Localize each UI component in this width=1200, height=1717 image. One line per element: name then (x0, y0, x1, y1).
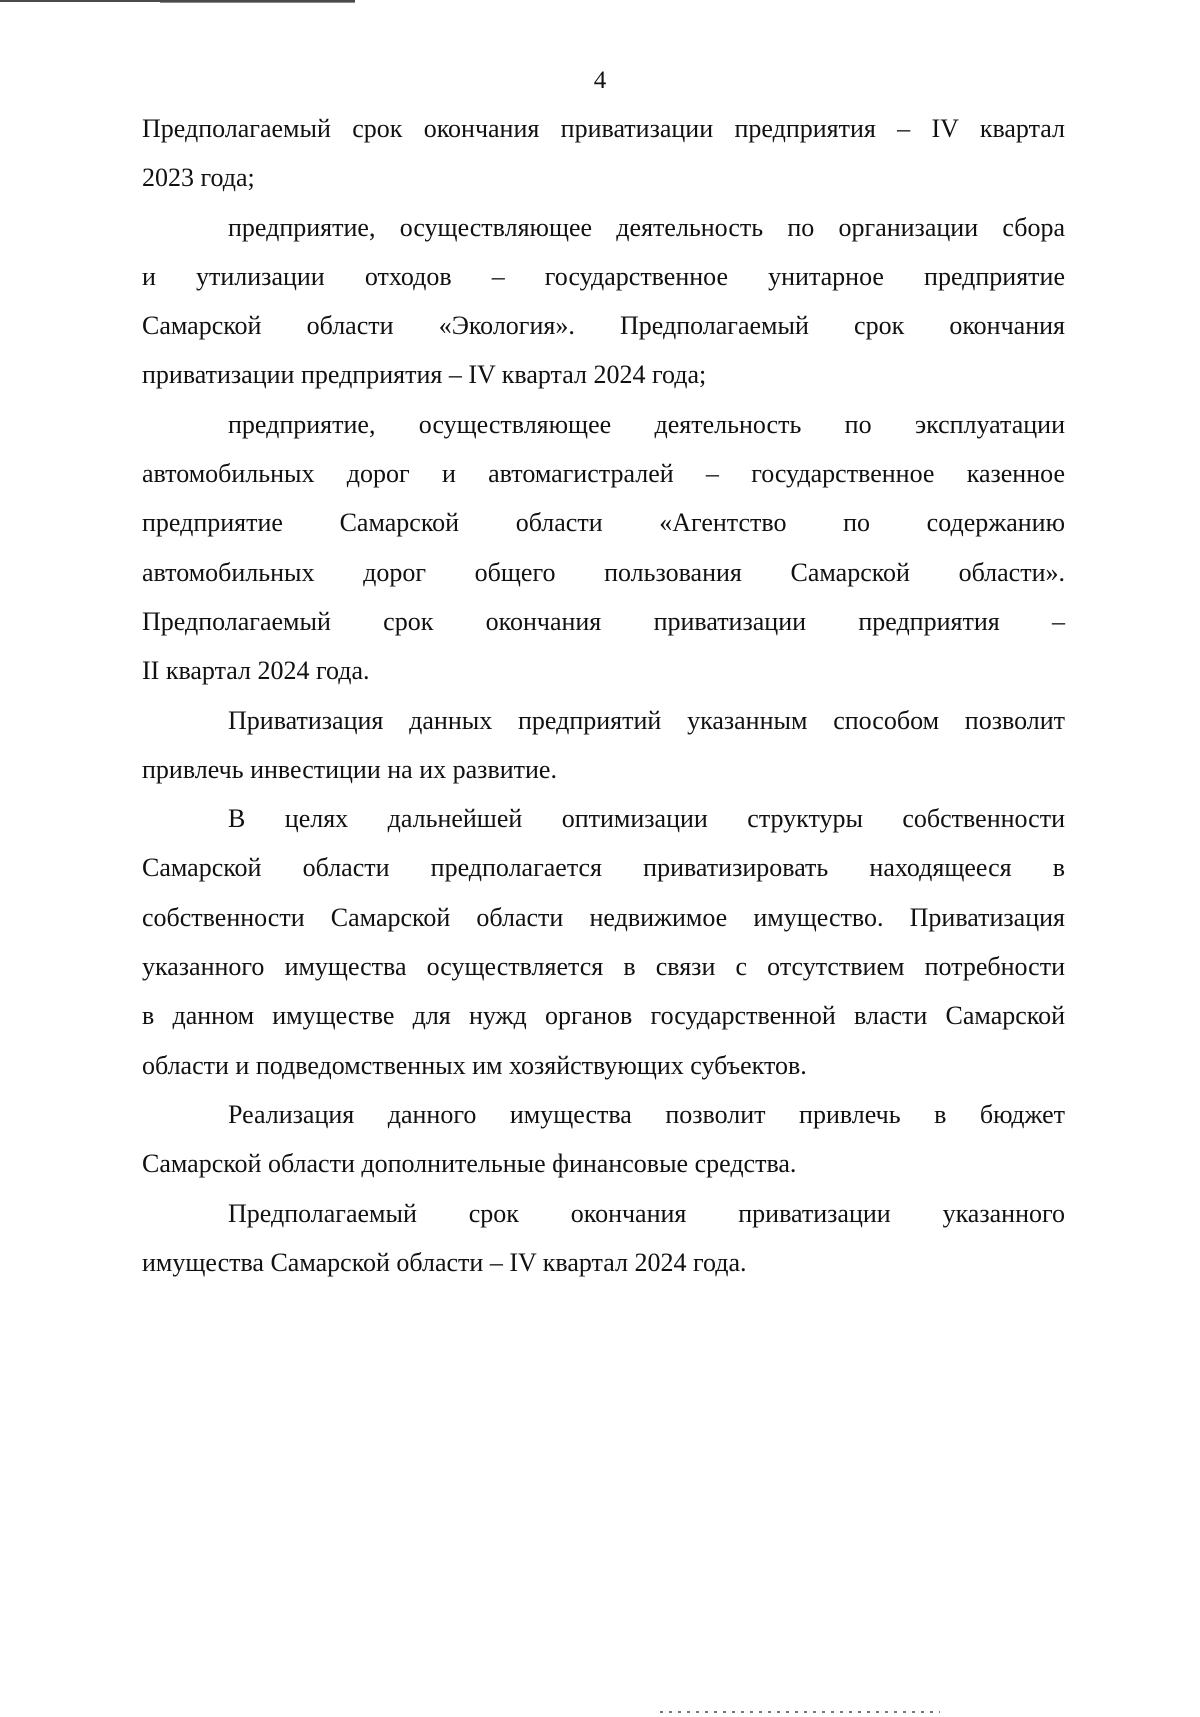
scan-edge-line (160, 2, 355, 3)
text-line: области и подведомственных им хозяйствующих субъектов. (142, 1050, 807, 1080)
paragraph (142, 794, 1065, 1090)
page-number: 4 (593, 67, 607, 94)
text-line: приватизации предприятия – IV квартал 2024 года; (142, 360, 707, 390)
text-line: собственности Самарской области недвижимое имущество. Приватизация (142, 902, 1065, 932)
paragraph (142, 400, 1065, 696)
text-line: и утилизации отходов – государственное унитарное предприятие (142, 261, 1065, 291)
text-line: предприятие Самарской области «Агентство по содержанию (142, 508, 1065, 538)
paragraph (142, 1189, 1065, 1288)
text-line: автомобильных дорог общего пользования Самарской области». (142, 557, 1065, 587)
text-line: Предполагаемый срок окончания приватизации указанного (228, 1198, 1065, 1228)
text-line: привлечь инвестиции на их развитие. (142, 754, 557, 784)
text-line: имущества Самарской области – IV квартал 2024 года. (142, 1247, 747, 1277)
text-line: Самарской области предполагается приватизировать находящееся в (142, 853, 1065, 883)
text-line: Предполагаемый срок окончания приватизации предприятия – IV квартал (142, 114, 1065, 143)
text-line: автомобильных дорог и автомагистралей – государственное казенное (142, 459, 1065, 489)
text-line: Предполагаемый срок окончания приватизации предприятия – (142, 606, 1065, 636)
paragraph (142, 104, 1065, 203)
text-line: предприятие, осуществляющее деятельность по эксплуатации (228, 409, 1065, 439)
text-line: указанного имущества осуществляется в связи с отсутствием потребности (142, 952, 1065, 982)
text-line: Приватизация данных предприятий указанным способом позволит (228, 705, 1065, 735)
document-body (142, 104, 1065, 1287)
text-line: в данном имуществе для нужд органов государственной власти Самарской (142, 1001, 1065, 1031)
text-line: предприятие, осуществляющее деятельность по организации сбора (228, 212, 1065, 242)
text-line: 2023 года; (142, 163, 255, 193)
text-line: Реализация данного имущества позволит привлечь в бюджет (228, 1099, 1065, 1129)
text-line: В целях дальнейшей оптимизации структуры собственности (228, 804, 1065, 834)
text-line: II квартал 2024 года. (142, 656, 370, 686)
text-line: Самарской области дополнительные финансовые средства. (142, 1149, 797, 1179)
paragraph (142, 1090, 1065, 1189)
paragraph (142, 696, 1065, 795)
text-line: Самарской области «Экология». Предполагаемый срок окончания (142, 311, 1065, 341)
paragraph (142, 203, 1065, 400)
scan-edge-marks (660, 1711, 940, 1713)
